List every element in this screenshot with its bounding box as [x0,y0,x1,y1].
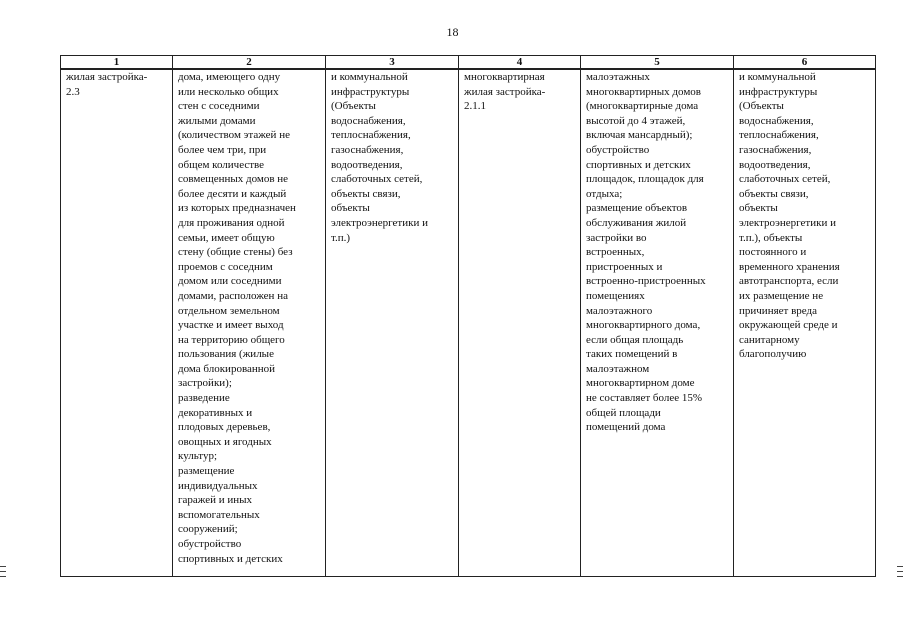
table-row [61,69,876,577]
left-edge-mark [0,576,6,577]
page-number: 18 [446,25,459,39]
cell-conditional-use-code: многоквартирная жилая застройка- 2.1.1 [459,69,581,577]
right-edge-mark [897,576,903,577]
table-header-row [61,56,876,70]
left-edge-mark [0,566,6,567]
cell-conditional-use-description: малоэтажных многоквартирных домов (многоквартирные дома высотой до 4 этажей, включая мансардный); обустройство спортивных и детских площадок, площадок для отдыха; размещение объектов обслуживания жилой застройки во встроенных, пристроенных и встроенно-пристроенных помещениях малоэтажного многоквартирного дома, если общая площадь таких помещений в малоэтажном многоквартирном доме не составляет более 15% общей площади помещений дома [581,69,734,577]
cell-permitted-use-description: дома, имеющего одну или несколько общих стен с соседними жилыми домами (количеством этажей не более чем три, при общем количестве совмещенных домов не более десяти и каждый из которых предназначен для проживания одной семьи, имеет общую стену (общие стены) без проемов с соседним домом или соседними домами, расположен на отдельном земельном участке и имеет выход на территорию общего пользования (жилые дома блокированной застройки); разведение декоративных и плодовых деревьев, овощных и ягодных культур; размещение индивидуальных гаражей и иных вспомогательных сооружений; обустройство спортивных и детских [173,69,326,577]
zoning-table [60,55,876,577]
cell-zone-code: жилая застройка- 2.3 [61,69,173,577]
cell-auxiliary-objects: и коммунальной инфраструктуры (Объекты водоснабжения, теплоснабжения, газоснабжения, водоотведения, слаботочных сетей, объекты связи, объекты электроэнергетики и т.п.), объекты постоянного и временного хранения автотранспорта, если их размещение не причиняет вреда окружающей среде и санитарному благополучию [734,69,876,577]
right-edge-mark [897,571,903,572]
left-edge-mark [0,571,6,572]
column-number-5: 5 [581,56,734,70]
cell-infrastructure-objects: и коммунальной инфраструктуры (Объекты водоснабжения, теплоснабжения, газоснабжения, водоотведения, слаботочных сетей, объекты связи, объекты электроэнергетики и т.п.) [326,69,459,577]
column-number-4: 4 [459,56,581,70]
right-edge-mark [897,566,903,567]
column-number-6: 6 [734,56,876,70]
column-number-2: 2 [173,56,326,70]
column-number-3: 3 [326,56,459,70]
column-number-1: 1 [61,56,173,70]
